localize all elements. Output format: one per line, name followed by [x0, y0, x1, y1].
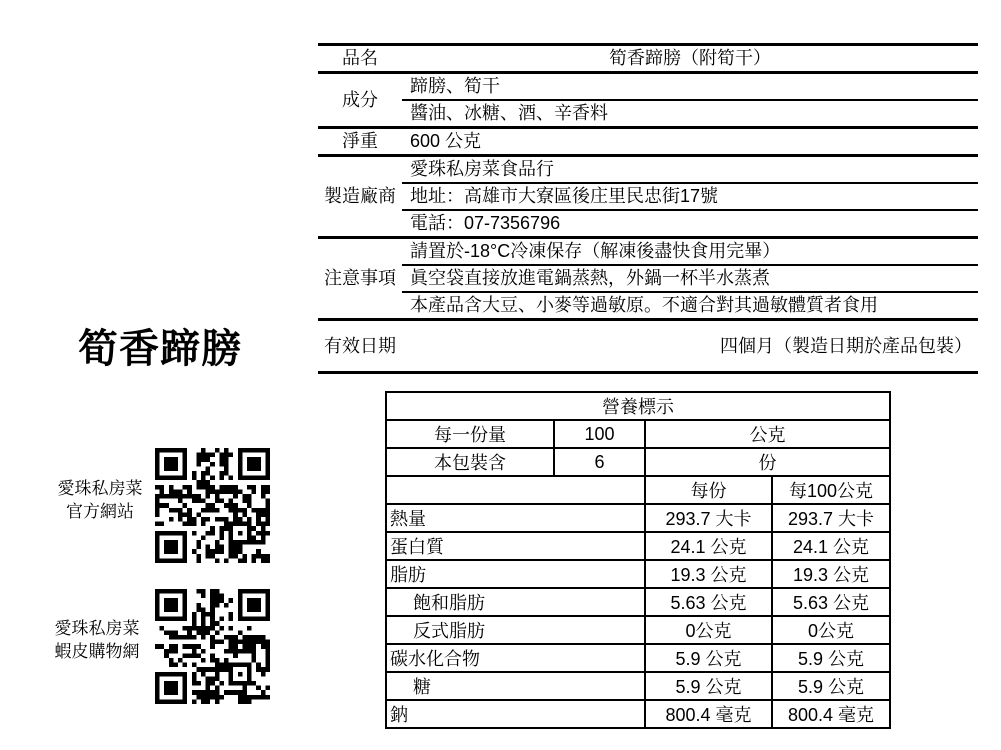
nutrition-header-row — [386, 476, 890, 504]
per-100g-header: 每100公克 — [772, 476, 890, 504]
nutrient-row-fat — [386, 560, 890, 588]
nutrient-per-serving: 24.1 公克 — [645, 532, 772, 560]
row-label: 成分 — [342, 89, 378, 110]
nutrient-per-serving: 800.4 毫克 — [645, 700, 772, 728]
manufacturer-address: 地址：高雄市大寮區後庄里民忠街17號 — [402, 184, 978, 211]
qr-shopee-store-caption — [44, 618, 150, 664]
nutrient-label: 熱量 — [386, 504, 645, 532]
row-label: 品名 — [342, 48, 378, 68]
nutrient-per-100g: 800.4 毫克 — [772, 700, 890, 728]
nutrient-per-100g: 0公克 — [772, 616, 890, 644]
nutrient-label: 鈉 — [386, 700, 645, 728]
row-expiry — [318, 321, 978, 374]
servings-label: 本包裝含 — [386, 448, 554, 476]
nutrient-per-serving: 5.9 公克 — [645, 672, 772, 700]
note-allergen: 本產品含大豆、小麥等過敏原。不適合對其過敏體質者食用 — [410, 295, 878, 315]
row-label: 有效日期 — [324, 335, 396, 356]
nutrient-per-serving: 293.7 大卡 — [645, 504, 772, 532]
nutrient-row-sugar — [386, 672, 890, 700]
row-label: 注意事項 — [324, 268, 396, 288]
nutrient-per-serving: 0公克 — [645, 616, 772, 644]
nutrient-row-protein — [386, 532, 890, 560]
row-product-name — [318, 46, 978, 74]
nutrient-row-carbohydrate — [386, 644, 890, 672]
nutrient-per-100g: 293.7 大卡 — [772, 504, 890, 532]
servings-value: 6 — [554, 448, 645, 476]
nutrient-per-serving: 5.63 公克 — [645, 588, 772, 616]
servings-per-package-row — [386, 448, 890, 476]
ingredients-line-2: 醬油、冰糖、酒、辛香料 — [410, 103, 608, 123]
serving-size-unit: 公克 — [645, 420, 890, 448]
nutrient-per-serving: 5.9 公克 — [645, 644, 772, 672]
nutrient-row-calories — [386, 504, 890, 532]
row-net-weight — [318, 129, 978, 157]
nutrient-label: 糖 — [386, 672, 645, 700]
row-notes — [318, 239, 978, 321]
qr-code-official-site — [155, 448, 270, 563]
ingredients-line-1: 蹄膀、筍干 — [402, 74, 978, 101]
nutrient-per-serving: 19.3 公克 — [645, 560, 772, 588]
nutrition-title: 營養標示 — [386, 392, 890, 420]
manufacturer-phone: 電話：07-7356796 — [410, 213, 561, 233]
qr-caption-line: 蝦皮購物網 — [54, 642, 140, 662]
manufacturer-name: 愛珠私房菜食品行 — [402, 157, 978, 184]
nutrient-per-100g: 5.9 公克 — [772, 672, 890, 700]
expiry-value: 四個月（製造日期於產品包裝） — [720, 336, 972, 356]
nutrient-per-100g: 19.3 公克 — [772, 560, 890, 588]
nutrition-title-row — [386, 392, 890, 420]
qr-caption-line: 愛珠私房菜 — [54, 619, 140, 639]
nutrient-label: 飽和脂肪 — [386, 588, 645, 616]
nutrient-label: 反式脂肪 — [386, 616, 645, 644]
note-heating: 眞空袋直接放進電鍋蒸熱，外鍋一杯半水蒸煮 — [402, 266, 978, 293]
row-ingredients — [318, 74, 978, 129]
serving-size-value: 100 — [554, 420, 645, 448]
serving-size-row — [386, 420, 890, 448]
qr-caption-line: 官方網站 — [66, 502, 134, 522]
row-manufacturer — [318, 157, 978, 239]
nutrient-per-100g: 5.63 公克 — [772, 588, 890, 616]
nutrition-table — [385, 391, 891, 729]
page-title: 筍香蹄膀 — [78, 325, 242, 372]
product-info-table — [318, 43, 978, 374]
per-serving-header: 每份 — [645, 476, 772, 504]
nutrient-row-sodium — [386, 700, 890, 728]
qr-official-site-caption — [47, 478, 153, 524]
note-storage: 請置於-18°C冷凍保存（解凍後盡快食用完畢） — [402, 239, 978, 266]
product-name-value: 筍香蹄膀（附筍干） — [609, 48, 771, 68]
row-label: 製造廠商 — [324, 186, 396, 206]
empty-header-cell — [386, 476, 645, 504]
nutrient-per-100g: 5.9 公克 — [772, 644, 890, 672]
nutrient-per-100g: 24.1 公克 — [772, 532, 890, 560]
qr-code-shopee-store — [155, 589, 270, 704]
nutrient-row-trans-fat — [386, 616, 890, 644]
nutrient-label: 蛋白質 — [386, 532, 645, 560]
net-weight-value: 600 公克 — [410, 131, 482, 151]
serving-size-label: 每一份量 — [386, 420, 554, 448]
qr-caption-line: 愛珠私房菜 — [57, 479, 143, 499]
nutrient-label: 碳水化合物 — [386, 644, 645, 672]
servings-unit: 份 — [645, 448, 890, 476]
row-label: 淨重 — [342, 131, 378, 151]
nutrient-row-saturated-fat — [386, 588, 890, 616]
nutrient-label: 脂肪 — [386, 560, 645, 588]
